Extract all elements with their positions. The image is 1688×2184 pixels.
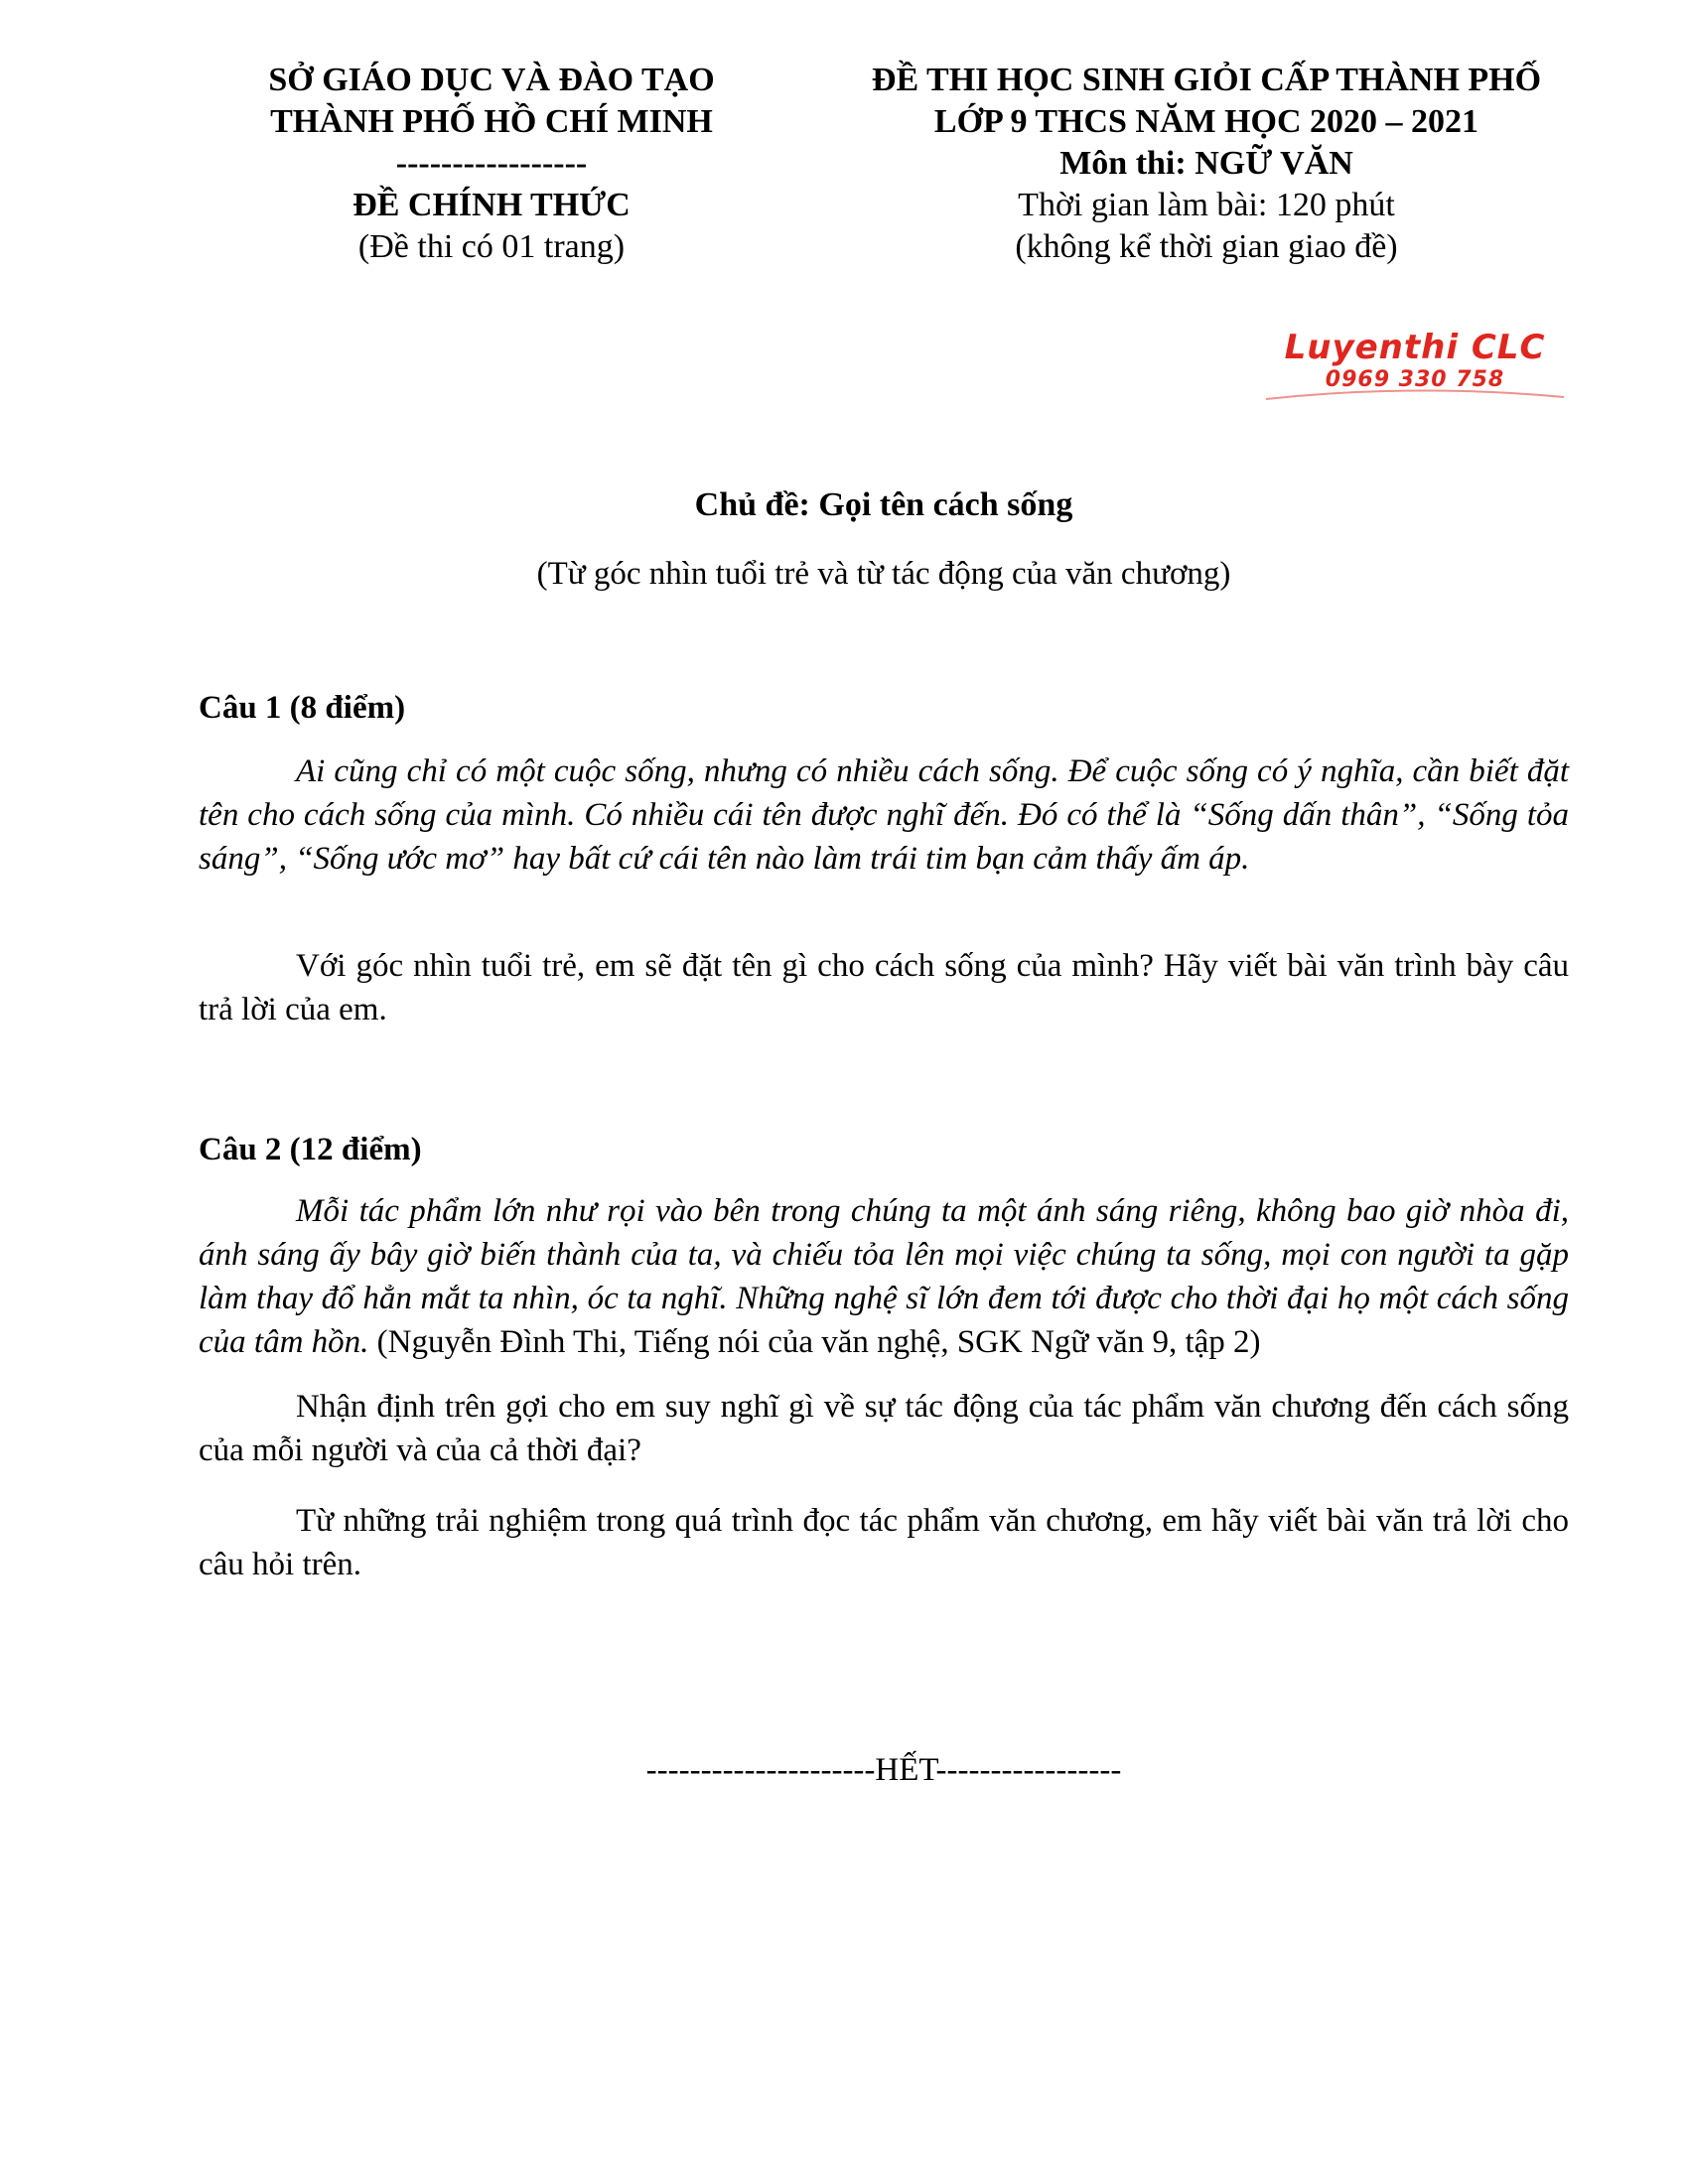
city-name: THÀNH PHỐ HỒ CHÍ MINH <box>270 103 713 140</box>
exam-title: ĐỀ THI HỌC SINH GIỎI CẤP THÀNH PHỐ <box>871 62 1542 98</box>
topic-subtitle: (Từ góc nhìn tuổi trẻ và từ tác động của văn chương) <box>536 556 1231 592</box>
official-label: ĐỀ CHÍNH THỨC <box>352 187 631 223</box>
question-2-quote: Mỗi tác phẩm lớn như rọi vào bên trong chúng ta một ánh sáng riêng, không bao giờ nhòa đi, ánh sáng ấy bây giờ biến thành của ta, và chiếu tỏa lên mọi việc chúng ta sống, mọi con người ta gặp làm thay đổ hẳn mắt ta nhìn, óc ta nghĩ. Những nghệ sĩ lớn đem tới được cho thời đại họ một cách sống của tâm hồn. <box>199 1193 1569 1360</box>
header-divider: ----------------- <box>395 145 588 182</box>
topic-title: Chủ đề: Gọi tên cách sống <box>694 486 1073 523</box>
question-2-source: (Nguyễn Đình Thi, Tiếng nói của văn nghệ, SGK Ngữ văn 9, tập 2) <box>368 1324 1261 1360</box>
end-marker: ---------------------HẾT----------------- <box>645 1752 1122 1788</box>
logo-name: Luyenthi CLC <box>1284 328 1546 367</box>
question-1-heading: Câu 1 (8 điểm) <box>199 690 406 726</box>
question-2-task-1: Nhận định trên gợi cho em suy nghĩ gì về sự tác động của tác phẩm văn chương đến cách sống của mỗi người và của cả thời đại? <box>199 1389 1569 1468</box>
exam-duration: Thời gian làm bài: 120 phút <box>1018 187 1395 223</box>
watermark-logo <box>1256 328 1574 407</box>
question-2-quote-block <box>199 1189 1569 1364</box>
question-2-task-2: Từ những trải nghiệm trong quá trình đọc tác phẩm văn chương, em hãy viết bài văn trả lời cho câu hỏi trên. <box>199 1503 1569 1582</box>
question-1-task: Với góc nhìn tuổi trẻ, em sẽ đặt tên gì cho cách sống của mình? Hãy viết bài văn trình bày câu trả lời của em. <box>199 948 1569 1027</box>
header-right <box>809 60 1604 268</box>
page-count-note: (Đề thi có 01 trang) <box>357 228 626 265</box>
exam-duration-note: (không kể thời gian giao đề) <box>1015 228 1398 265</box>
exam-grade-year: LỚP 9 THCS NĂM HỌC 2020 – 2021 <box>933 103 1479 140</box>
question-2-heading: Câu 2 (12 điểm) <box>199 1132 422 1167</box>
logo-phone: 0969 330 758 <box>1325 367 1505 392</box>
logo-swoosh-icon <box>1256 385 1574 405</box>
header-left <box>194 60 789 268</box>
question-1-quote: Ai cũng chỉ có một cuộc sống, nhưng có nhiều cách sống. Để cuộc sống có ý nghĩa, cần biết đặt tên cho cách sống của mình. Có nhiều cái tên được nghĩ đến. Đó có thể là “Sống dấn thân”, “Sống tỏa sáng”, “Sống ước mơ” hay bất cứ cái tên nào làm trái tim bạn cảm thấy ấm áp. <box>199 753 1569 877</box>
department-name: SỞ GIÁO DỤC VÀ ĐÀO TẠO <box>268 62 715 98</box>
exam-subject: Môn thi: NGỮ VĂN <box>1059 145 1353 182</box>
